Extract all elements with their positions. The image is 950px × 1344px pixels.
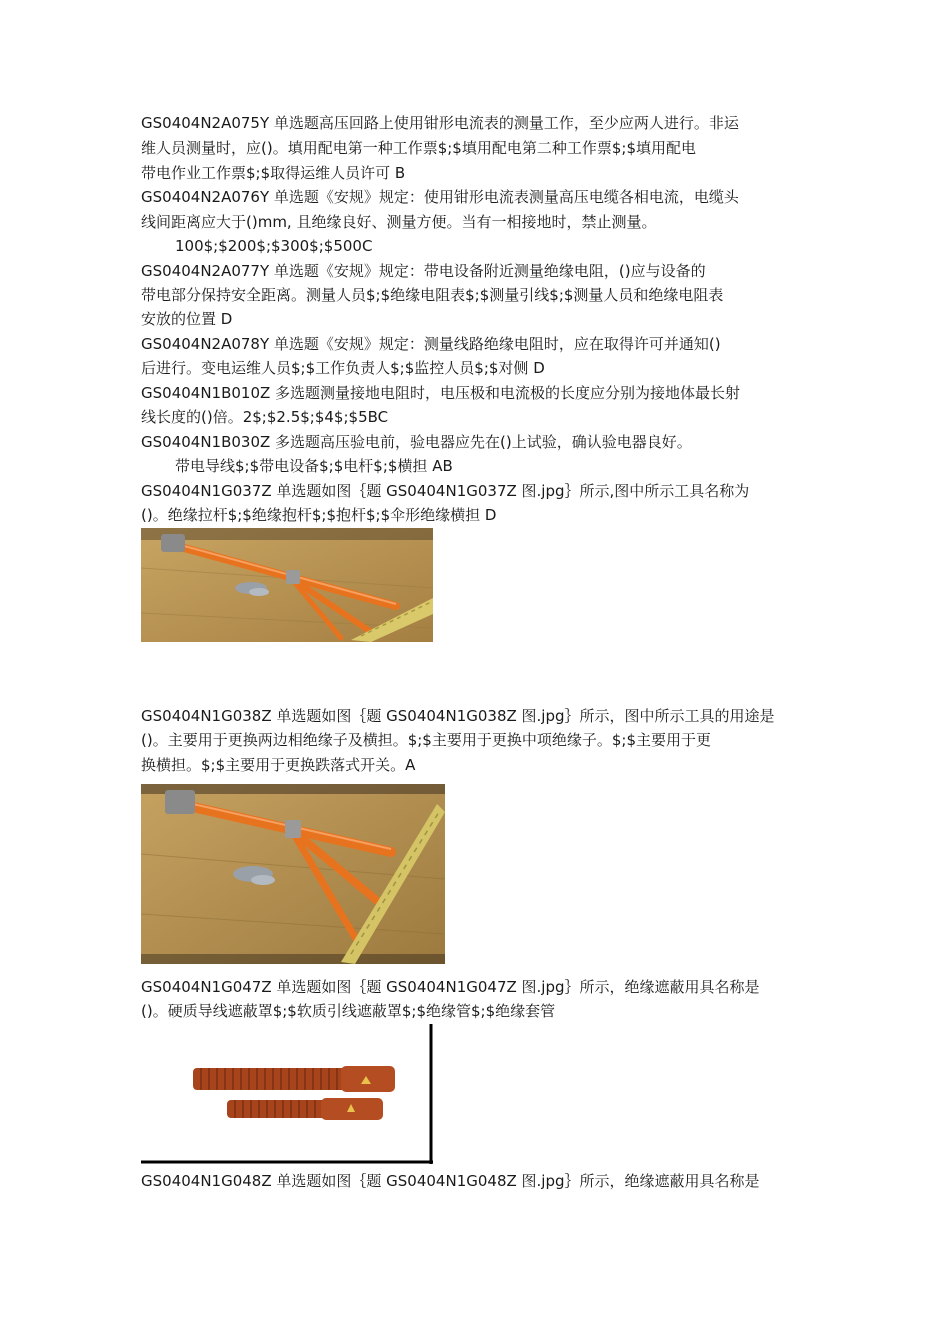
question-line: 线间距离应大于()mm, 且绝缘良好、测量方便。当有一相接地时，禁止测量。: [141, 213, 657, 231]
insulated-crossarm-tool-photo: [141, 784, 445, 964]
question-line: GS0404N2A078Y 单选题《安规》规定：测量线路绝缘电阻时，应在取得许可并通知(): [141, 335, 721, 353]
question-line: GS0404N2A075Y 单选题高压回路上使用钳形电流表的测量工作，至少应两人进行。非运: [141, 114, 739, 132]
question-line: GS0404N1G038Z 单选题如图｛题 GS0404N1G038Z 图.jpg｝所示，图中所示工具的用途是: [141, 707, 775, 725]
question-line: ()。硬质导线遮蔽罩$;$软质引线遮蔽罩$;$绝缘管$;$绝缘套管: [141, 1002, 556, 1020]
question-line: GS0404N1G048Z 单选题如图｛题 GS0404N1G048Z 图.jpg｝所示，绝缘遮蔽用具名称是: [141, 1172, 760, 1190]
question-line: ()。绝缘拉杆$;$绝缘抱杆$;$抱杆$;$伞形绝缘横担 D: [141, 506, 497, 524]
question-line: 换横担。$;$主要用于更换跌落式开关。A: [141, 756, 416, 774]
insulated-crossarm-tool-photo: [141, 528, 433, 642]
question-line: 带电作业工作票$;$取得运维人员许可 B: [141, 164, 406, 182]
question-line: 安放的位置 D: [141, 310, 233, 328]
question-line: 线长度的()倍。2$;$2.5$;$4$;$5BC: [141, 408, 389, 426]
question-line: GS0404N1B010Z 多选题测量接地电阻时，电压极和电流极的长度应分别为接地体最长射: [141, 384, 741, 402]
question-line: 后进行。变电运维人员$;$工作负责人$;$监控人员$;$对侧 D: [141, 359, 545, 377]
question-line: 带电部分保持安全距离。测量人员$;$绝缘电阻表$;$测量引线$;$测量人员和绝缘电阻表: [141, 286, 724, 304]
question-line: GS0404N1G037Z 单选题如图｛题 GS0404N1G037Z 图.jpg｝所示,图中所示工具名称为: [141, 482, 750, 500]
insulation-shield-cover-photo: [141, 1024, 433, 1164]
question-line: GS0404N1B030Z 多选题高压验电前，验电器应先在()上试验，确认验电器良好。: [141, 433, 692, 451]
question-line: GS0404N2A077Y 单选题《安规》规定：带电设备附近测量绝缘电阻，()应与设备的: [141, 262, 706, 280]
question-line: GS0404N2A076Y 单选题《安规》规定：使用钳形电流表测量高压电缆各相电流，电缆头: [141, 188, 739, 206]
question-line: 100$;$200$;$300$;$500C: [175, 237, 373, 255]
question-line: GS0404N1G047Z 单选题如图｛题 GS0404N1G047Z 图.jpg｝所示，绝缘遮蔽用具名称是: [141, 978, 760, 996]
question-line: 维人员测量时，应()。填用配电第一种工作票$;$填用配电第二种工作票$;$填用配电: [141, 139, 696, 157]
question-line: 带电导线$;$带电设备$;$电杆$;$横担 AB: [175, 457, 453, 475]
question-line: ()。主要用于更换两边相绝缘子及横担。$;$主要用于更换中项绝缘子。$;$主要用于更: [141, 731, 711, 749]
